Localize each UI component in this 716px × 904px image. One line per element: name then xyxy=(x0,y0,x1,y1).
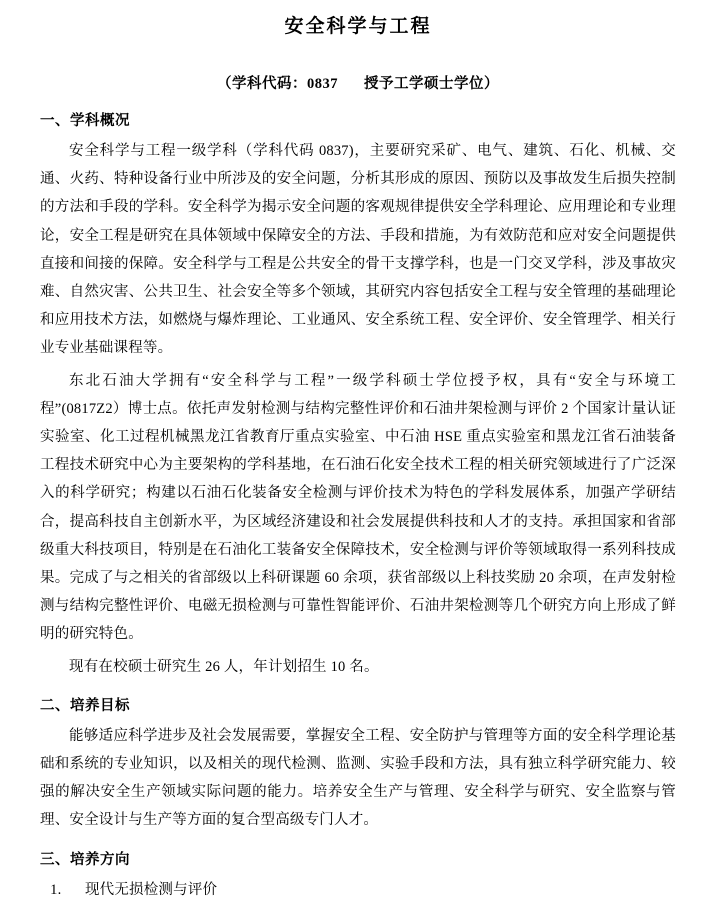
section-heading-objectives: 二、培养目标 xyxy=(40,697,130,714)
overview-paragraph-3: 现有在校硕士研究生 26 人，年计划招生 10 名。 xyxy=(69,658,379,675)
subtitle-degree-text: 授予工学硕士学位） xyxy=(364,76,499,92)
overview-paragraph-1: 安全科学与工程一级学科（学科代码 0837)，主要研究采矿、电气、建筑、石化、机械、交通、火药、特种设备行业中所涉及的安全问题，分析其形成的原因、预防以及事故发生后损失控制的方法和手段的学科。安全科学为揭示安全问题的客观规律提供安全学科理论、应用理论和专业理论，安全工程是研究在具体领域中保障安全的方法、手段和措施，为有效防范和应对安全问题提供直接和间接的保障。安全科学与工程是公共安全的骨干支撑学科，也是一门交叉学科，涉及事故灾难、自然灾害、公共卫生、社会安全等多个领域，其研究内容包括安全工程与安全管理的基础理论和应用技术方法，如燃烧与爆炸理论、工业通风、安全系统工程、安全评价、安全管理学、相关行业专业基础课程等。 xyxy=(40,143,676,357)
list-item-number: 1. xyxy=(50,881,62,898)
overview-paragraph-2: 东北石油大学拥有“安全科学与工程”一级学科硕士学位授予权，具有“安全与环境工程”(0817Z2）博士点。依托声发射检测与结构完整性评价和石油井架检测与评价 2 个国家计量认证实验室、化工过程机械黑龙江省教育厅重点实验室、中石油 HSE 重点实验室和黑龙江省石油装备工程技术研究中心为主要架构的学科基地，在石油石化安全技术工程的相关研究领域进行了广泛深入的科学研究；构建以石油石化装备安全检测与评价技术为特色的学科发展体系，加强产学研结合，提高科技自主创新水平，为区域经济建设和社会发展提供科技和人才的支持。承担国家和省部级重大科技项目，特别是在石油化工装备安全保障技术，安全检测与评价等领域取得一系列科技成果。完成了与之相关的省部级以上科研课题 60 余项，获省部级以上科技奖励 20 余项，在声发射检测与结构完整性评价、电磁无损检测与可靠性智能评价、石油井架检测等几个研究方向上形成了鲜明的研究特色。 xyxy=(40,372,676,643)
section-heading-directions: 三、培养方向 xyxy=(40,851,130,868)
objectives-paragraph-1: 能够适应科学进步及社会发展需要，掌握安全工程、安全防护与管理等方面的安全科学理论基础和系统的专业知识，以及相关的现代检测、监测、实验手段和方法，具有独立科学研究能力、较强的解决安全生产领域实际问题的能力。培养安全生产与管理、安全科学与研究、安全监察与管理、安全设计与生产等方面的复合型高级专门人才。 xyxy=(40,727,676,829)
list-item xyxy=(40,876,676,904)
subtitle-code-text: （学科代码：0837 xyxy=(217,76,338,92)
section-heading-overview: 一、学科概况 xyxy=(40,113,130,129)
directions-list xyxy=(40,876,676,904)
document-subtitle xyxy=(40,72,676,96)
list-item-label: 现代无损检测与评价 xyxy=(84,881,218,898)
page-title: 安全科学与工程 xyxy=(284,16,432,37)
